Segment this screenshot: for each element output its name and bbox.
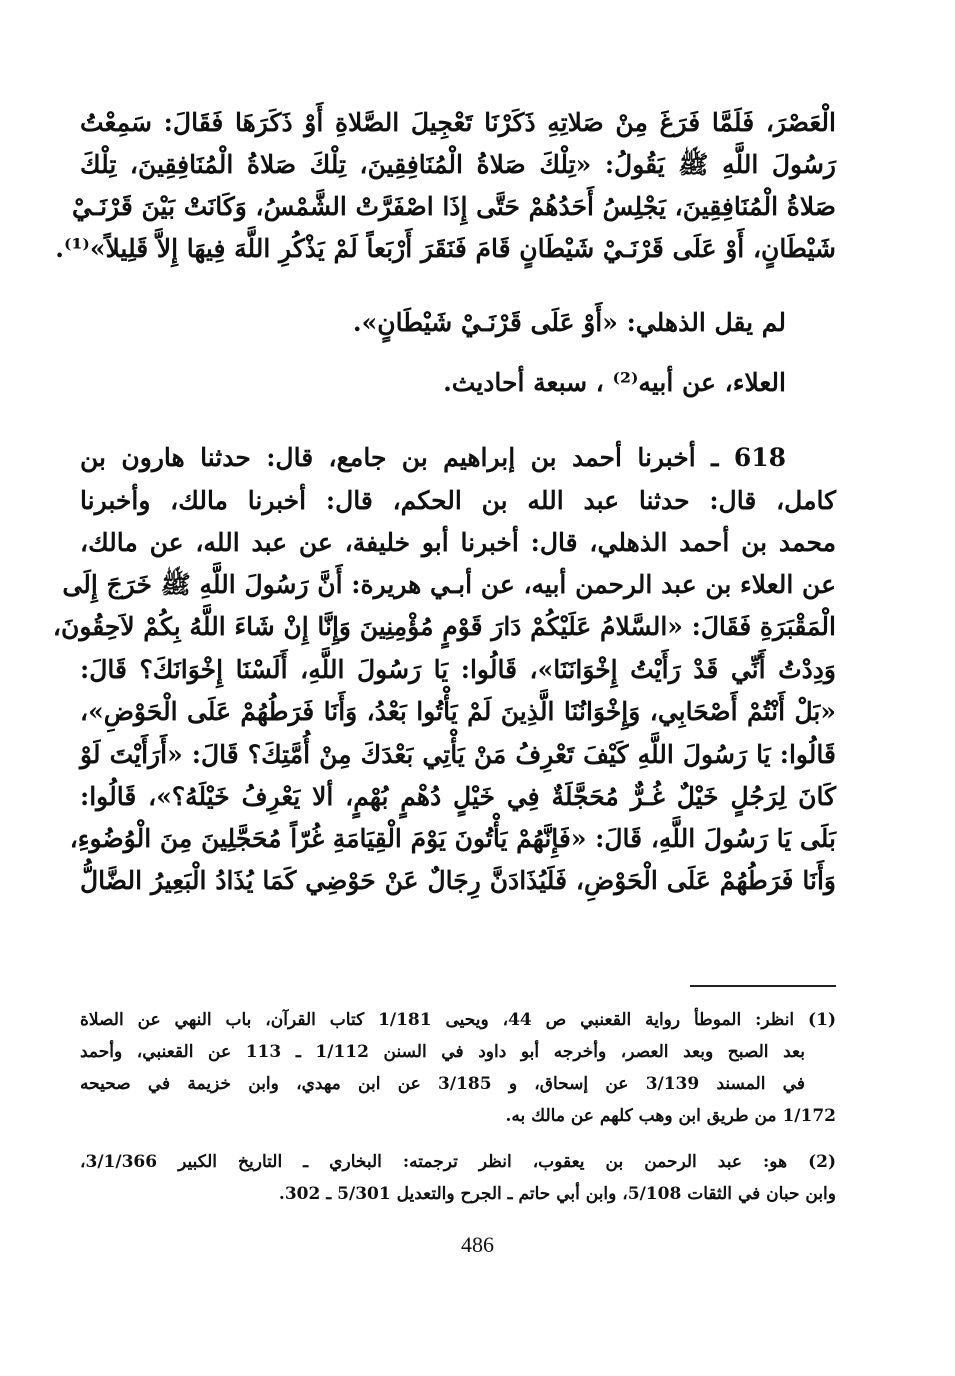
text-line: محمد بن أحمد الذهلي، قال: أخبرنا أبو خليفة، عن عبد الله، عن مالك، <box>80 528 836 557</box>
text-line: «بَلْ أَنْتُمْ أَصْحَابِي، وَإِخْوَانُنَا الَّذِينَ لَمْ يَأْتُوا بَعْدُ، وَأَنَا فَرَطُهُمْ عَلَى الْحَوْضِ»، <box>80 697 836 726</box>
footnote-2: (2) هو: عبد الرحمن بن يعقوب، انظر ترجمته: البخاري ـ التاريخ الكبير 3/1/366، <box>80 1152 836 1172</box>
note-dhuhli: لم يقل الذهلي: «أَوْ عَلَى قَرْنَـيْ شَيْطَانٍ». <box>352 308 786 337</box>
text-line: الْعَصْرَ، فَلَمَّا فَرَغَ مِنْ صَلاتِهِ ذَكَرْنَا تَعْجِيلَ الصَّلاةِ أَوْ ذَكَرَهَا فَقَالَ: سَمِعْتُ <box>80 108 836 137</box>
footnote-1: (1) انظر: الموطأ رواية القعنبي ص 44، ويحيى 1/181 كتاب القرآن، باب النهي عن الصلاة <box>80 1010 836 1030</box>
text-line: عن العلاء بن عبد الرحمن أبيه، عن أبـي هريرة: أَنَّ رَسُولَ اللَّهِ ﷺ خَرَجَ إِلَى <box>62 570 836 599</box>
footnote-line: وابن حبان في الثقات 5/108، وابن أبي حاتم ـ الجرح والتعديل 5/301 ـ 302. <box>278 1184 836 1204</box>
text-line: الْمَقْبَرَةِ فَقَالَ: «السَّلامُ عَلَيْكُمْ دَارَ قَوْمٍ مُؤْمِنِينَ وَإِنَّا إِنْ شَاءَ اللَّهُ بِكُمْ لاَحِقُونَ، <box>52 612 836 641</box>
text-line: وَدِدْتُ أَنِّي قَدْ رَأَيْتُ إِخْوَانَنَا»، قَالُوا: يَا رَسُولَ اللَّهِ، أَلَسْنَا إِخْوَانَكَ؟ قَالَ: <box>80 655 836 684</box>
note-ala: العلاء، عن أبيه⁽²⁾ ، سبعة أحاديث. <box>443 368 786 397</box>
text-line: رَسُولَ اللَّهِ ﷺ يَقُولُ: «تِلْكَ صَلاةُ الْمُنَافِقِينَ، تِلْكَ صَلاةُ الْمُنَافِقِينَ، تِلْكَ <box>80 150 836 179</box>
text-line: 618 ـ أخبرنا أحمد بن إبراهيم بن جامع، قال: حدثنا هارون بن <box>80 443 786 472</box>
text-line: قَالُوا: يَا رَسُولَ اللَّهِ كَيْفَ تَعْرِفُ مَنْ يَأْتِي بَعْدَكَ مِنْ أُمَّتِكَ؟ قَالَ: «أَرَأَيْتَ لَوْ <box>80 740 836 769</box>
text-line: شَيْطَانٍ، أَوْ عَلَى قَرْنَـيْ شَيْطَانٍ قَامَ فَنَقَرَ أَرْبَعاً لَمْ يَذْكُرِ اللَّهَ فِيهَا إِلاَّ قَلِيلاً»⁽¹⁾. <box>55 234 836 263</box>
text-line: بَلَى يَا رَسُولَ اللَّهِ، قَالَ: «فَإِنَّهُمْ يَأْتُونَ يَوْمَ الْقِيَامَةِ غُرّاً مُحَجَّلِينَ مِنَ الْوُضُوءِ، <box>69 824 836 853</box>
footnote-line: في المسند 3/139 عن إسحاق، و 3/185 عن ابن مهدي، وابن خزيمة في صحيحه <box>80 1074 805 1094</box>
text-line: كَانَ لِرَجُلٍ خَيْلٌ غُـرٌّ مُحَجَّلَةٌ فِي خَيْلٍ دُهْمٍ بُهْمٍ، ألا يَعْرِفُ خَيْلَهُ؟»، قَالُوا: <box>80 782 836 811</box>
page-number: 486 <box>461 1232 494 1257</box>
footnote-line: بعد الصبح وبعد العصر، وأخرجه أبو داود في السنن 1/112 ـ 113 عن القعنبي، وأحمد <box>80 1042 805 1062</box>
text-line: صَلاةُ الْمُنَافِقِينَ، يَجْلِسُ أَحَدُهُمْ حَتَّى إِذَا اصْفَرَّتْ الشَّمْسُ، وَكَانَتْ بَيْنَ قَرْنَـيْ <box>71 192 836 221</box>
text-line: كامل، قال: حدثنا عبد الله بن الحكم، قال: أخبرنا مالك، وأخبرنا <box>80 486 836 515</box>
footnote-line: 1/172 من طريق ابن وهب كلهم عن مالك به. <box>505 1106 836 1126</box>
footnote-divider <box>690 985 836 987</box>
text-line: وَأَنَا فَرَطُهُمْ عَلَى الْحَوْضِ، فَلَيُذَادَنَّ رِجَالٌ عَنْ حَوْضِي كَمَا يُذَادُ الْبَعِيرُ الضَّالُّ <box>80 866 836 895</box>
